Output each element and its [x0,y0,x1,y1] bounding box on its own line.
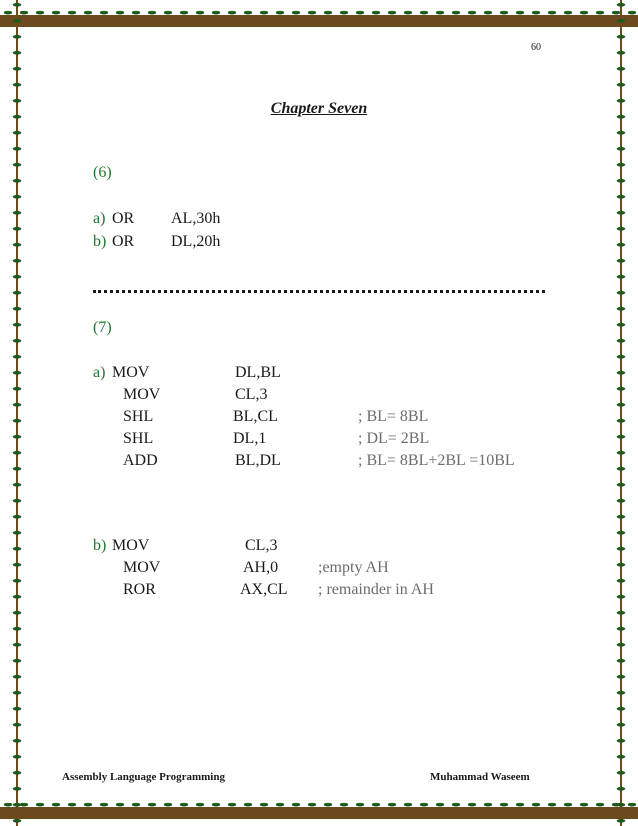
footer-book-title: Assembly Language Programming [62,771,225,783]
q7-a-line4-operands: DL,1 [233,430,267,447]
q6-a-prefix: a) [93,210,106,227]
decorative-border-top [0,6,638,28]
q7-b-line2-comment: ;empty AH [318,559,389,576]
decorative-border-bottom [0,798,638,820]
q7-a-line2-operands: CL,3 [235,386,268,403]
q7-b-line3-comment: ; remainder in AH [318,581,434,598]
q7-a-line4-comment: ; DL= 2BL [358,430,430,447]
q7-b-line3-operands: AX,CL [240,581,288,598]
q7-b-line3-opcode: ROR [123,581,156,598]
q7-a-line3-comment: ; BL= 8BL [358,408,429,425]
q7-b-prefix: b) [93,537,107,554]
q7-a-line3-operands: BL,CL [233,408,278,425]
q7-a-line4-opcode: SHL [123,430,154,447]
q6-a-opcode: OR [112,210,135,227]
q6-b-prefix: b) [93,233,107,250]
q7-b-line1-opcode: MOV [112,537,150,554]
chapter-title: Chapter Seven [270,100,368,117]
q6-b-opcode: OR [112,233,135,250]
q7-b-line2-operands: AH,0 [243,559,279,576]
q7-a-line3-opcode: SHL [123,408,154,425]
question-6-label: (6) [93,164,112,181]
q6-a-operands: AL,30h [171,210,221,227]
q6-b-operands: DL,20h [171,233,221,250]
q7-a-line1-operands: DL,BL [235,364,281,381]
q7-a-line5-opcode: ADD [123,452,158,469]
decorative-border-left [6,0,28,826]
q7-b-line2-opcode: MOV [123,559,161,576]
q7-a-line5-comment: ; BL= 8BL+2BL =10BL [358,452,515,469]
page-number: 60 [531,42,541,53]
q7-a-line2-opcode: MOV [123,386,161,403]
q7-b-line1-operands: CL,3 [245,537,278,554]
decorative-border-right [610,0,632,826]
q7-a-prefix: a) [93,364,106,381]
q7-a-line1-opcode: MOV [112,364,150,381]
footer-author: Muhammad Waseem [430,771,530,783]
question-7-label: (7) [93,319,112,336]
dotted-separator [93,290,545,293]
q7-a-line5-operands: BL,DL [235,452,281,469]
